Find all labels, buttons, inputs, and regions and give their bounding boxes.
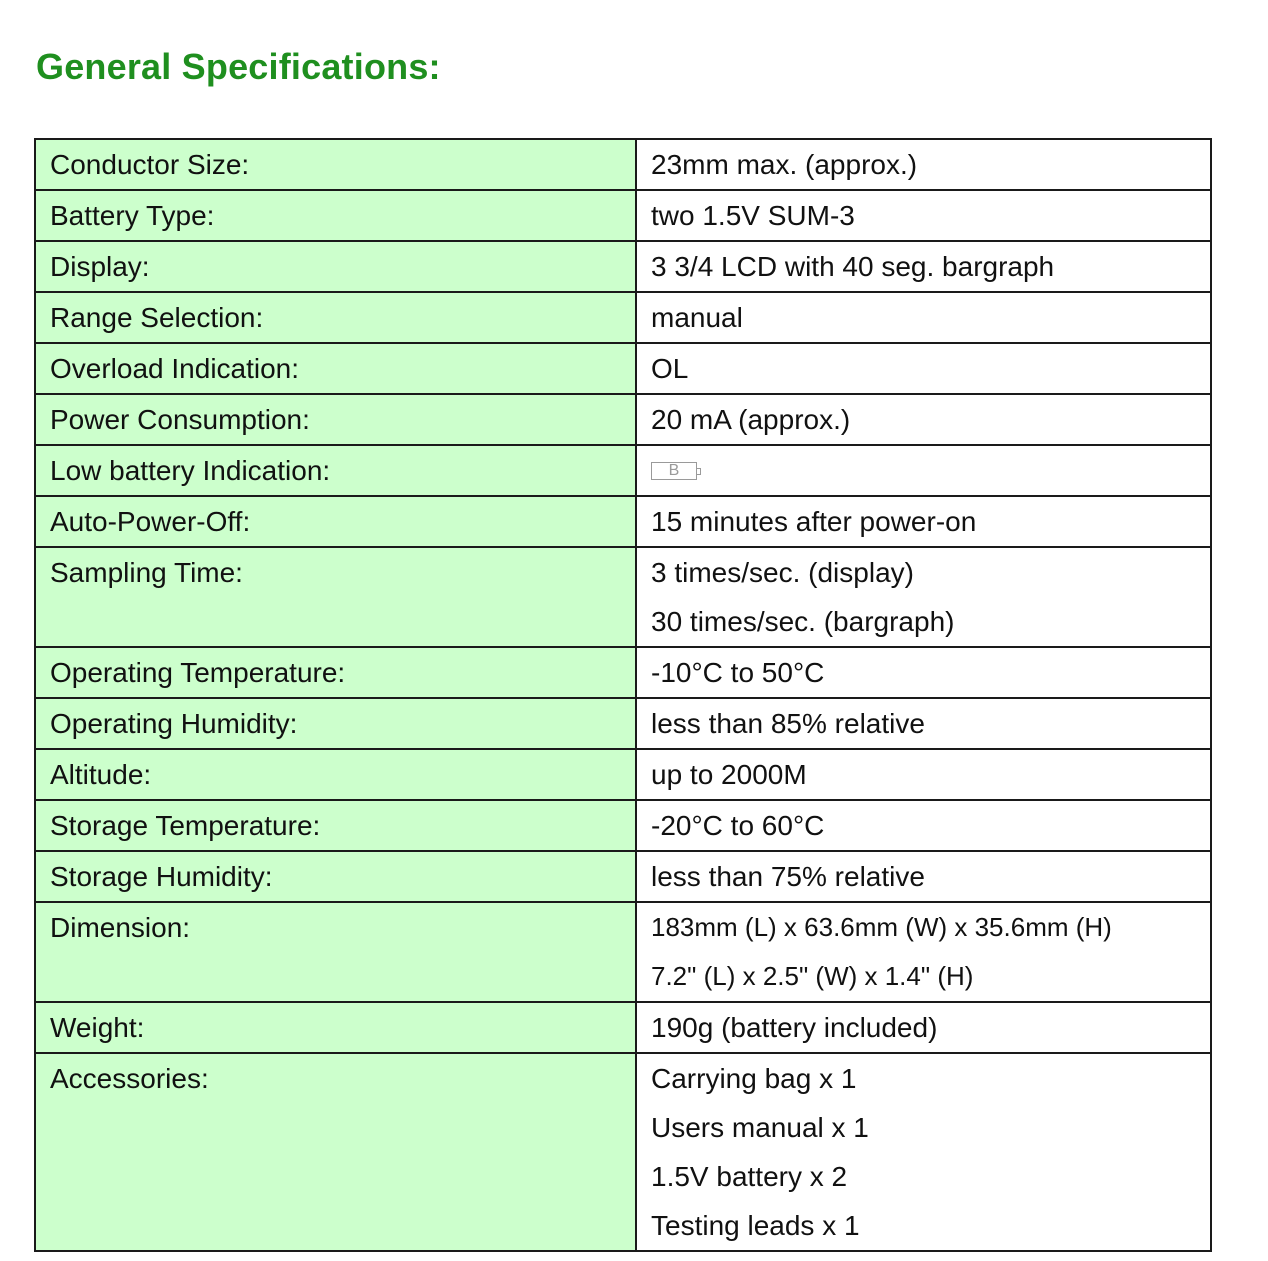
spec-value — [651, 446, 1196, 495]
spec-value: less than 85% relative — [651, 708, 925, 739]
page-title: General Specifications: — [36, 46, 441, 87]
spec-value-cell — [636, 394, 1211, 445]
spec-label: Conductor Size: — [35, 139, 636, 190]
spec-row — [35, 851, 1211, 902]
battery-icon-letter: B — [668, 461, 680, 479]
battery-icon — [651, 462, 697, 480]
spec-value-cell — [636, 647, 1211, 698]
spec-value-cell — [636, 902, 1211, 1002]
spec-row — [35, 394, 1211, 445]
spec-value: 183mm (L) x 63.6mm (W) x 35.6mm (H) — [651, 912, 1112, 942]
spec-label: Operating Temperature: — [35, 647, 636, 698]
spec-value: -10°C to 50°C — [651, 657, 825, 688]
spec-label: Accessories: — [35, 1053, 636, 1251]
spec-label: Storage Temperature: — [35, 800, 636, 851]
spec-value-cell — [636, 139, 1211, 190]
spec-row — [35, 445, 1211, 496]
spec-value: -20°C to 60°C — [651, 810, 825, 841]
spec-row — [35, 496, 1211, 547]
spec-value: up to 2000M — [651, 759, 807, 790]
spec-value-cell — [636, 851, 1211, 902]
spec-value-cell — [636, 190, 1211, 241]
spec-value-cell — [636, 496, 1211, 547]
spec-value: Carrying bag x 1 — [651, 1063, 857, 1094]
spec-row — [35, 1053, 1211, 1251]
spec-value: 3 times/sec. (display) — [651, 557, 914, 588]
spec-row — [35, 241, 1211, 292]
spec-row — [35, 749, 1211, 800]
spec-value-cell — [636, 547, 1211, 647]
spec-value: two 1.5V SUM-3 — [651, 200, 855, 231]
spec-row — [35, 292, 1211, 343]
spec-label: Low battery Indication: — [35, 445, 636, 496]
spec-row — [35, 902, 1211, 1002]
spec-value: Users manual x 1 — [651, 1112, 869, 1143]
spec-label: Overload Indication: — [35, 343, 636, 394]
spec-row — [35, 1002, 1211, 1053]
spec-value-cell — [636, 343, 1211, 394]
spec-row — [35, 698, 1211, 749]
spec-value-cell — [636, 749, 1211, 800]
spec-label: Dimension: — [35, 902, 636, 1002]
spec-value-cell — [636, 292, 1211, 343]
spec-table — [34, 138, 1212, 1252]
spec-label: Auto-Power-Off: — [35, 496, 636, 547]
spec-value-cell — [636, 1002, 1211, 1053]
spec-label: Power Consumption: — [35, 394, 636, 445]
spec-label: Sampling Time: — [35, 547, 636, 647]
spec-value: 3 3/4 LCD with 40 seg. bargraph — [651, 251, 1055, 282]
spec-label: Altitude: — [35, 749, 636, 800]
spec-value: 30 times/sec. (bargraph) — [651, 606, 955, 637]
spec-label: Display: — [35, 241, 636, 292]
spec-value-cell — [636, 445, 1211, 496]
spec-value: 15 minutes after power-on — [651, 506, 977, 537]
spec-row — [35, 190, 1211, 241]
spec-value-cell — [636, 1053, 1211, 1251]
spec-value: 190g (battery included) — [651, 1012, 938, 1043]
spec-label: Storage Humidity: — [35, 851, 636, 902]
spec-value: Testing leads x 1 — [651, 1210, 860, 1241]
spec-table-body — [35, 139, 1211, 1251]
spec-label: Battery Type: — [35, 190, 636, 241]
spec-value: OL — [651, 353, 689, 384]
spec-value-cell — [636, 241, 1211, 292]
spec-row — [35, 800, 1211, 851]
spec-value: 23mm max. (approx.) — [651, 149, 918, 180]
spec-row — [35, 647, 1211, 698]
spec-value-cell — [636, 698, 1211, 749]
spec-value: manual — [651, 302, 743, 333]
spec-label: Range Selection: — [35, 292, 636, 343]
spec-value: 20 mA (approx.) — [651, 404, 851, 435]
spec-label: Operating Humidity: — [35, 698, 636, 749]
spec-value: 1.5V battery x 2 — [651, 1161, 848, 1192]
spec-value-cell — [636, 800, 1211, 851]
spec-value: less than 75% relative — [651, 861, 925, 892]
spec-row — [35, 547, 1211, 647]
spec-label: Weight: — [35, 1002, 636, 1053]
spec-row — [35, 139, 1211, 190]
spec-value: 7.2" (L) x 2.5" (W) x 1.4" (H) — [651, 961, 974, 991]
spec-row — [35, 343, 1211, 394]
